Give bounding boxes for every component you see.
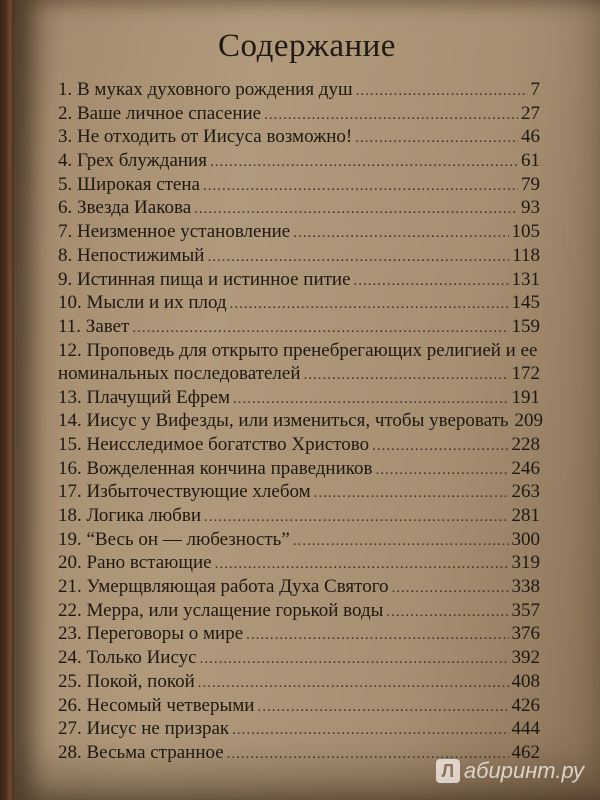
toc-item-page: 159 <box>511 315 540 337</box>
toc-item-label: 24. Только Иисус <box>58 647 197 669</box>
toc-item-page: 357 <box>511 599 540 621</box>
toc-item <box>58 717 540 741</box>
toc-item-label: 14. Иисус у Вифезды, или измениться, чтобы уверовать <box>58 410 509 432</box>
toc-item-page: 462 <box>511 741 540 763</box>
dot-leader <box>354 270 509 294</box>
page-title: Содержание <box>218 28 396 64</box>
toc-item <box>58 78 540 102</box>
toc-item-page: 392 <box>511 647 540 669</box>
dot-leader <box>132 317 508 341</box>
toc-item-label-line2: номинальных последователей <box>58 363 301 385</box>
toc-item <box>58 220 540 244</box>
labirint-logo-icon: Л <box>436 759 460 783</box>
toc-item <box>58 102 540 126</box>
toc-item-label: 5. Широкая стена <box>58 173 200 195</box>
toc-item-label: 28. Весьма странное <box>58 741 224 763</box>
dot-leader <box>204 506 509 530</box>
toc-item-label: 9. Истинная пища и истинное питие <box>58 268 351 290</box>
toc-item <box>58 244 540 268</box>
toc-item-label: 23. Переговоры о мире <box>58 623 244 645</box>
toc-item-label: 17. Избыточествующие хлебом <box>58 481 311 503</box>
dot-leader <box>392 577 509 601</box>
toc-item-page: 376 <box>511 623 540 645</box>
dot-leader <box>293 222 508 246</box>
toc-item <box>58 409 544 433</box>
dot-leader <box>233 388 508 412</box>
toc-item-label: 19. “Весь он — любезность” <box>58 528 290 550</box>
toc-item-label: 27. Иисус не призрак <box>58 718 230 740</box>
dot-leader <box>232 719 508 743</box>
toc-item <box>58 433 540 457</box>
dot-leader <box>246 624 508 648</box>
toc-item-page: 209 <box>514 410 544 432</box>
toc-item <box>58 149 540 173</box>
dot-leader <box>230 293 509 317</box>
toc-item-label: 21. Умерщвляющая работа Духа Святого <box>58 576 389 598</box>
toc-item-page: 7 <box>530 79 540 100</box>
toc-item-label: 22. Мерра, или услащение горькой воды <box>58 599 384 621</box>
dot-leader <box>210 151 518 175</box>
toc-item-label: 11. Завет <box>58 315 130 337</box>
toc-item <box>58 622 540 646</box>
toc-item-page: 172 <box>511 363 540 385</box>
toc-item-label: 2. Ваше личное спасение <box>58 102 262 124</box>
toc-item <box>58 457 540 481</box>
watermark <box>436 758 584 784</box>
toc-item-label-line1: 12. Проповедь для открыто пренебрегающих религией и ее <box>58 339 538 361</box>
dot-leader <box>314 482 509 506</box>
book-page <box>14 0 600 800</box>
toc-item-label: 18. Логика любви <box>58 505 201 526</box>
toc-item-page: 93 <box>521 197 540 219</box>
dot-leader <box>386 601 508 625</box>
dot-leader <box>293 530 509 554</box>
toc-item-page: 118 <box>512 244 540 266</box>
toc-item <box>58 125 540 149</box>
toc-item-page: 46 <box>521 126 540 148</box>
toc-item-page: 228 <box>511 433 540 455</box>
toc-item <box>58 551 540 575</box>
dot-leader <box>215 553 509 577</box>
toc-item-page: 61 <box>521 150 540 172</box>
toc-item-label: 3. Не отходить от Иисуса возможно! <box>58 126 353 148</box>
toc-item-page: 426 <box>511 694 540 716</box>
toc-item-label: 1. В муках духовного рождения душ <box>58 79 353 100</box>
toc-item <box>58 173 540 197</box>
toc-item-page: 300 <box>511 528 540 550</box>
dot-leader <box>207 246 509 270</box>
watermark-text: абиринт.ру <box>463 758 584 783</box>
toc-item-page: 191 <box>511 386 540 408</box>
table-of-contents <box>58 78 544 765</box>
toc-item-page: 79 <box>521 173 540 195</box>
toc-item <box>58 528 540 552</box>
toc-item <box>58 575 540 599</box>
toc-item-page: 444 <box>511 718 540 740</box>
toc-item-label: 16. Вожделенная кончина праведников <box>58 457 373 479</box>
toc-item <box>58 339 540 386</box>
toc-item <box>58 694 540 718</box>
toc-item <box>58 504 540 528</box>
toc-item-page: 408 <box>511 670 540 692</box>
toc-item <box>58 291 540 315</box>
toc-item-label: 26. Несомый четверыми <box>58 694 255 716</box>
toc-item-label: 10. Мысли и их плод <box>58 292 227 314</box>
dot-leader <box>356 80 528 104</box>
toc-item-label: 7. Неизменное установление <box>58 221 291 243</box>
dot-leader <box>200 648 509 672</box>
toc-item-label: 13. Плачущий Ефрем <box>58 386 231 408</box>
toc-item-page: 246 <box>511 457 540 479</box>
toc-item-label: 8. Непостижимый <box>58 244 205 266</box>
toc-item-page: 131 <box>511 268 540 290</box>
toc-item-label: 6. Звезда Иакова <box>58 197 192 219</box>
toc-item-page: 145 <box>511 292 540 314</box>
toc-item-label: 20. Рано встающие <box>58 552 212 574</box>
dot-leader <box>257 696 508 720</box>
toc-item <box>58 646 540 670</box>
toc-item-page: 27 <box>521 102 540 124</box>
dot-leader <box>198 672 509 696</box>
dot-leader <box>264 104 518 128</box>
toc-item-page: 338 <box>511 576 540 598</box>
toc-item <box>58 196 540 220</box>
dot-leader <box>355 127 518 151</box>
toc-item-page: 105 <box>511 221 540 243</box>
toc-item <box>58 480 540 504</box>
dot-leader <box>372 435 508 459</box>
toc-item <box>58 386 540 410</box>
toc-item <box>58 268 540 292</box>
toc-item <box>58 315 540 339</box>
toc-item-label: 25. Покой, покой <box>58 670 195 692</box>
dot-leader <box>376 459 509 483</box>
toc-item <box>58 670 540 694</box>
toc-item-page: 263 <box>511 481 540 503</box>
toc-item-label: 4. Грех блуждания <box>58 150 207 172</box>
dot-leader <box>303 364 508 388</box>
dot-leader <box>203 175 518 199</box>
toc-item-page: 281 <box>511 505 540 526</box>
toc-item <box>58 599 540 623</box>
dot-leader <box>194 198 518 222</box>
toc-item-page: 319 <box>511 552 540 574</box>
toc-item-label: 15. Неисследимое богатство Христово <box>58 433 370 455</box>
